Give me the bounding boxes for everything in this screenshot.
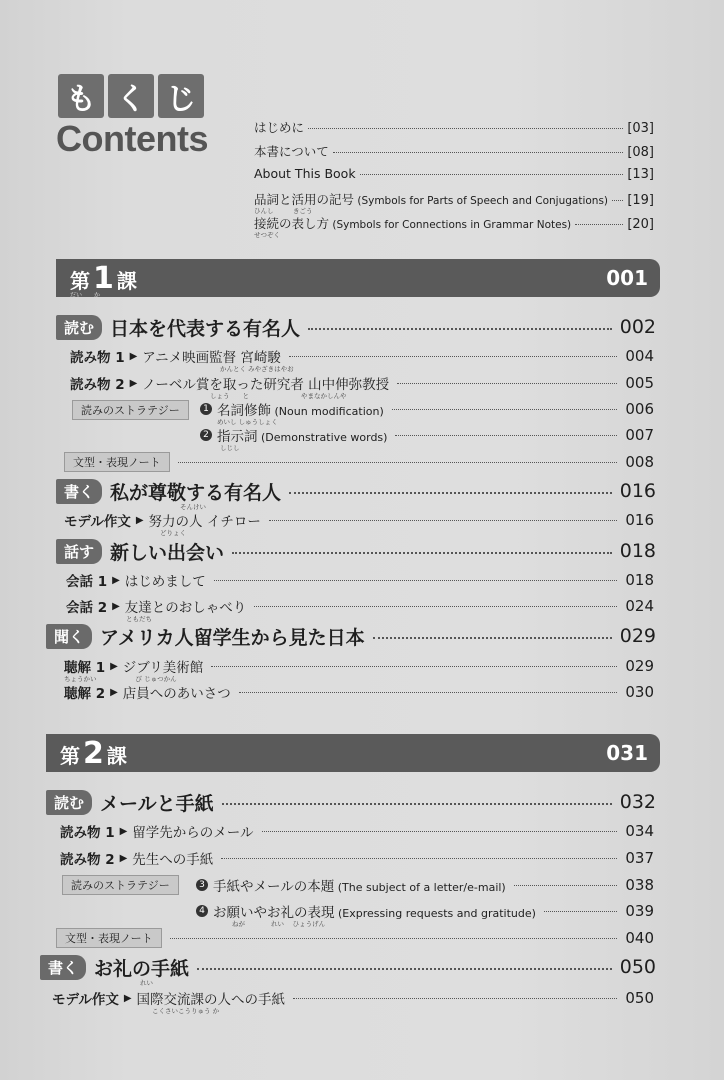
dot-leader [197,968,612,970]
dot-leader [178,462,618,463]
lesson-2-header[interactable] [46,734,660,772]
grammar-note-label: 文型・表現ノート [56,928,162,948]
page-number: 001 [606,266,648,290]
page-number: 006 [625,400,654,418]
toc-entry[interactable] [66,570,654,590]
section-tag: 聞く [46,624,92,649]
lesson-prefix: 第 [60,743,80,768]
dot-leader [392,409,618,410]
dot-leader [239,692,618,693]
page-number: 032 [619,791,656,813]
furigana: しじし [220,444,240,452]
dot-leader [395,435,617,436]
front-item[interactable] [254,142,654,166]
section-tag: 書く [56,479,102,504]
section-tag: 書く [40,955,86,980]
furigana: ねが れい ひょうげん [232,920,326,928]
arrow-right-icon: ▶ [112,574,120,586]
entry-title: 先生への手紙 [132,852,214,868]
page-title: Contents [56,118,208,159]
arrow-right-icon: ▶ [129,350,138,362]
dot-leader [575,224,623,225]
arrow-right-icon: ▶ [135,514,144,526]
toc-entry[interactable] [64,452,654,472]
dot-leader [269,520,618,521]
toc-entry[interactable] [60,848,654,868]
page-number: 024 [625,597,654,615]
entry-title [217,399,384,419]
toc-entry[interactable] [196,901,654,921]
section-yomu[interactable] [46,789,656,815]
dot-leader [170,938,618,939]
toc-entry[interactable] [60,821,654,841]
front-item-label [254,214,571,232]
dot-leader [308,328,612,330]
grammar-note-label: 文型・表現ノート [64,452,170,472]
page-number: 029 [619,625,656,647]
furigana: ちょうかい び じゅつかん [64,675,177,683]
dot-leader [544,911,617,912]
lesson-suffix: 課 [106,743,127,768]
entry-title: はじめまして [124,574,206,590]
lesson-1-header[interactable] [56,259,660,297]
title-en: (Noun modification) [271,405,384,418]
title-en: (The subject of a letter/e-mail) [334,881,506,894]
furigana: せつぞく [254,231,280,239]
dot-leader [211,666,617,667]
mokuji-char: じ [158,74,204,118]
page-number: 050 [625,989,654,1007]
page-number: 038 [625,876,654,894]
entry-title: 留学先からのメール [132,825,254,841]
dot-leader [221,858,617,859]
furigana: かんとく みやざきはやお [220,365,294,373]
page-number: 002 [619,316,656,338]
entry-title: アニメ映画監督 宮崎駿 [142,350,281,366]
dot-leader [514,885,618,886]
page-number: 016 [625,511,654,529]
furigana: だい か [70,292,101,299]
furigana: れい [140,979,153,987]
toc-entry[interactable] [200,425,654,445]
page-number: 031 [606,741,648,765]
toc-entry[interactable] [66,596,654,616]
front-item[interactable] [254,166,654,190]
toc-entry[interactable] [70,346,654,366]
toc-entry[interactable] [64,682,654,702]
page-number: [13] [627,167,654,182]
entry-label: モデル作文 [64,514,131,530]
entry-label: 読み物 2 [70,377,125,393]
entry-label: 会話 2 [66,600,108,616]
dot-leader [214,580,618,581]
dot-leader [262,831,618,832]
dot-leader [373,637,612,639]
front-item[interactable] [254,118,654,142]
title-ja: 名詞修飾 [217,403,271,419]
entry-title [217,425,387,445]
entry-label: 会話 1 [66,574,108,590]
entry-label: 読み物 2 [60,852,115,868]
section-tag: 話す [56,539,102,564]
arrow-right-icon: ▶ [123,992,132,1004]
entry-title: 店員へのあいさつ [122,686,231,702]
toc-entry[interactable] [56,928,654,948]
furigana: ともだち [126,615,152,623]
section-kaku[interactable] [56,478,656,504]
page-number: 008 [625,453,654,471]
dot-leader [254,606,617,607]
arrow-right-icon: ▶ [110,686,118,698]
section-tag: 読む [56,315,102,340]
furigana: しょう と やまなかしんや [210,392,347,400]
front-matter-list [254,118,654,238]
page-number: 018 [619,540,656,562]
page-number: 029 [625,657,654,675]
dot-leader [612,200,623,201]
page-number: 037 [625,849,654,867]
dot-leader [308,128,623,129]
section-yomu[interactable] [56,314,656,340]
page-number: 039 [625,902,654,920]
entry-title: ジブリ美術館 [122,660,204,676]
entry-label: 聴解 2 [64,686,106,702]
title-en: (Demonstrative words) [257,431,388,444]
entry-title: 友達とのおしゃべり [124,600,247,616]
furigana: ひんし きごう [254,207,313,215]
arrow-right-icon: ▶ [119,852,128,864]
front-item[interactable] [254,190,654,214]
page-number: 030 [625,683,654,701]
section-title: アメリカ人留学生から見た日本 [100,626,365,649]
front-item[interactable] [254,214,654,238]
page-number: [08] [627,145,654,160]
page-number: 018 [625,571,654,589]
dot-leader [222,803,612,805]
front-item-label: About This Book [254,166,356,181]
dot-leader [397,383,617,384]
arrow-right-icon: ▶ [119,825,128,837]
entry-label: 聴解 1 [64,660,106,676]
dot-leader [232,552,612,554]
arrow-right-icon: ▶ [110,660,118,672]
entry-label: 読み物 1 [70,350,125,366]
entry-label: モデル作文 [52,992,119,1008]
number-badge: 1 [200,403,212,415]
section-tag: 読む [46,790,92,815]
dot-leader [333,152,624,153]
section-title: 日本を代表する有名人 [110,317,301,340]
title-ja: 指示詞 [217,429,258,445]
dot-leader [289,356,617,357]
page-number: 050 [619,956,656,978]
mokuji-char: も [58,74,104,118]
lesson-suffix: 課 [116,268,137,293]
furigana: こくさいこうりゅう か [152,1007,220,1015]
dot-leader [360,174,624,175]
label-ja: 接続の表し方 [254,216,330,231]
mokuji-heading [58,74,204,118]
section-title: 新しい出会い [110,541,225,564]
front-item-label: はじめに [254,120,305,135]
toc-entry[interactable] [64,510,654,530]
dot-leader [289,492,612,494]
title-ja: 手紙やメールの本題 [213,879,335,895]
page-number: 004 [625,347,654,365]
arrow-right-icon: ▶ [129,377,138,389]
page-number: 007 [625,426,654,444]
number-badge: 4 [196,905,208,917]
toc-entry[interactable] [52,988,654,1008]
section-title: 私が尊敬する有名人 [110,481,282,504]
mokuji-char: く [108,74,154,118]
label-en: (Symbols for Parts of Speech and Conjugations) [354,195,609,207]
entry-title: 努力の人 イチロー [148,514,261,530]
section-title: お礼の手紙 [94,957,190,980]
lesson-prefix: 第 [70,268,90,293]
strategy-label: 読みのストラテジー [62,875,179,895]
page-number: 034 [625,822,654,840]
title-en: (Expressing requests and gratitude) [334,907,536,920]
title-ja: お願いやお礼の表現 [213,905,335,921]
front-item-label: 本書について [254,144,329,159]
page-number: 016 [619,480,656,502]
section-kaku[interactable] [40,954,656,980]
toc-entry[interactable] [196,875,654,895]
lesson-number: 1 [93,260,114,296]
section-title: メールと手紙 [100,792,214,815]
toc-entry[interactable] [64,656,654,676]
lesson-number: 2 [83,735,104,771]
label-en: (Symbols for Connections in Grammar Notes) [329,219,572,231]
entry-title [213,875,506,895]
entry-title [213,901,536,921]
number-badge: 2 [200,429,212,441]
furigana: めいし しゅうしょく [217,418,278,426]
page-number: [20] [627,217,654,232]
label-ja: 品詞と活用の記号 [254,192,355,207]
arrow-right-icon: ▶ [112,600,120,612]
entry-title: ノーベル賞を取った研究者 山中伸弥教授 [142,377,390,393]
number-badge: 3 [196,879,208,891]
toc-entry[interactable] [70,373,654,393]
entry-title: 国際交流課の人への手紙 [136,992,286,1008]
section-hanasu[interactable] [56,538,656,564]
page-number: [03] [627,121,654,136]
furigana: そんけい [180,503,206,511]
section-kiku[interactable] [46,623,656,649]
page-number: [19] [627,193,654,208]
dot-leader [293,998,617,999]
page-number: 005 [625,374,654,392]
furigana: どりょく [160,529,186,537]
lesson-title [60,736,127,771]
entry-label: 読み物 1 [60,825,115,841]
toc-entry[interactable] [200,399,654,419]
page-number: 040 [625,929,654,947]
strategy-label: 読みのストラテジー [72,400,189,420]
